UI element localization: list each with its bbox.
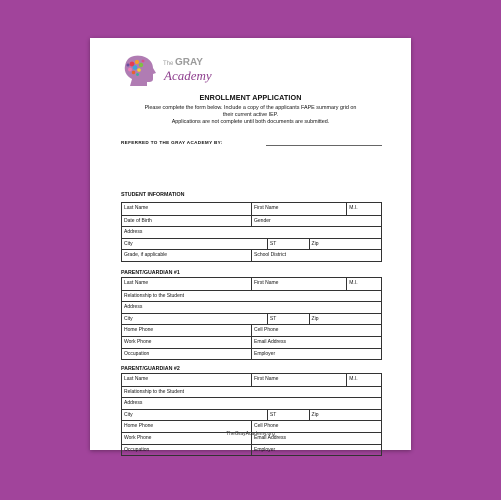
form-row: [122, 215, 381, 227]
section-form-grid: [121, 373, 382, 456]
gender-field[interactable]: Gender: [251, 216, 381, 227]
gray-academy-logo: [120, 52, 220, 86]
email-address-field[interactable]: Email Address: [251, 433, 381, 444]
referred-by-field[interactable]: [266, 145, 382, 146]
st-field[interactable]: ST: [267, 410, 309, 421]
city-field[interactable]: City: [124, 240, 133, 247]
last-name-field[interactable]: Last Name: [124, 205, 149, 211]
m-i-field[interactable]: M.I.: [346, 374, 381, 386]
form-row: [122, 409, 381, 421]
st-field[interactable]: ST: [267, 239, 309, 250]
zip-field[interactable]: Zip: [309, 314, 381, 325]
employer-field[interactable]: Employer: [251, 445, 381, 456]
m-i-field[interactable]: M.I.: [346, 203, 381, 215]
form-row: [122, 444, 381, 456]
address-field[interactable]: Address: [124, 400, 143, 407]
logo-word-academy: Academy: [164, 68, 212, 83]
section-form-grid: [121, 202, 382, 262]
form-title: ENROLLMENT APPLICATION: [199, 93, 302, 102]
occupation-field[interactable]: Occupation: [124, 446, 150, 453]
instruction-line: Applications are not complete until both documents are submitted.: [171, 119, 330, 125]
address-field[interactable]: Address: [124, 229, 143, 236]
instruction-line: Please complete the form below. Include a copy of the applicants FAPE summary grid on: [144, 105, 357, 111]
zip-field[interactable]: Zip: [309, 410, 381, 421]
form-row: [122, 249, 381, 261]
email-address-field[interactable]: Email Address: [251, 337, 381, 348]
footer-url: TheGrayAcademy.org: [226, 431, 275, 437]
form-row: [122, 290, 381, 302]
work-phone-field[interactable]: Work Phone: [124, 434, 152, 441]
work-phone-field[interactable]: Work Phone: [124, 338, 152, 345]
form-row: [122, 238, 381, 250]
form-row: [122, 374, 381, 386]
form-row: [122, 420, 381, 432]
cell-phone-field[interactable]: Cell Phone: [251, 421, 381, 432]
form-page: [90, 38, 411, 453]
section-heading: PARENT/GUARDIAN #2: [121, 366, 180, 372]
cell-phone-field[interactable]: Cell Phone: [251, 325, 381, 336]
form-row: [122, 397, 381, 409]
form-row: [122, 324, 381, 336]
relationship-to-the-student-field[interactable]: Relationship to the Student: [124, 388, 185, 395]
form-row: [122, 432, 381, 444]
home-phone-field[interactable]: Home Phone: [124, 327, 154, 334]
referred-by-label: REFERRED TO THE GRAY ACADEMY BY:: [121, 140, 223, 145]
logo-word-gray: GRAY: [175, 57, 203, 68]
m-i-field[interactable]: M.I.: [346, 278, 381, 290]
logo-graphic: [120, 52, 220, 86]
section-heading: STUDENT INFORMATION: [121, 192, 185, 198]
logo-word-the: The: [163, 61, 174, 67]
city-field[interactable]: City: [124, 411, 133, 418]
st-field[interactable]: ST: [267, 314, 309, 325]
last-name-field[interactable]: Last Name: [124, 376, 149, 382]
form-row: [122, 301, 381, 313]
date-of-birth-field[interactable]: Date of Birth: [124, 217, 152, 224]
form-row: [122, 386, 381, 398]
form-row: [122, 313, 381, 325]
form-instructions: [120, 105, 381, 126]
form-row: [122, 278, 381, 290]
address-field[interactable]: Address: [124, 304, 143, 311]
instruction-line: their current active IEP.: [222, 112, 279, 118]
first-name-field[interactable]: First Name: [251, 374, 346, 386]
form-row: [122, 226, 381, 238]
form-row: [122, 336, 381, 348]
form-row: [122, 348, 381, 360]
first-name-field[interactable]: First Name: [251, 278, 346, 290]
section-form-grid: [121, 277, 382, 360]
grade-if-applicable-field[interactable]: Grade, if applicable: [124, 252, 168, 259]
zip-field[interactable]: Zip: [309, 239, 381, 250]
form-row: [122, 203, 381, 215]
home-phone-field[interactable]: Home Phone: [124, 423, 154, 430]
relationship-to-the-student-field[interactable]: Relationship to the Student: [124, 292, 185, 299]
occupation-field[interactable]: Occupation: [124, 350, 150, 357]
school-district-field[interactable]: School District: [251, 250, 381, 261]
last-name-field[interactable]: Last Name: [124, 280, 149, 286]
first-name-field[interactable]: First Name: [251, 203, 346, 215]
city-field[interactable]: City: [124, 315, 133, 322]
employer-field[interactable]: Employer: [251, 349, 381, 360]
section-heading: PARENT/GUARDIAN #1: [121, 270, 180, 276]
